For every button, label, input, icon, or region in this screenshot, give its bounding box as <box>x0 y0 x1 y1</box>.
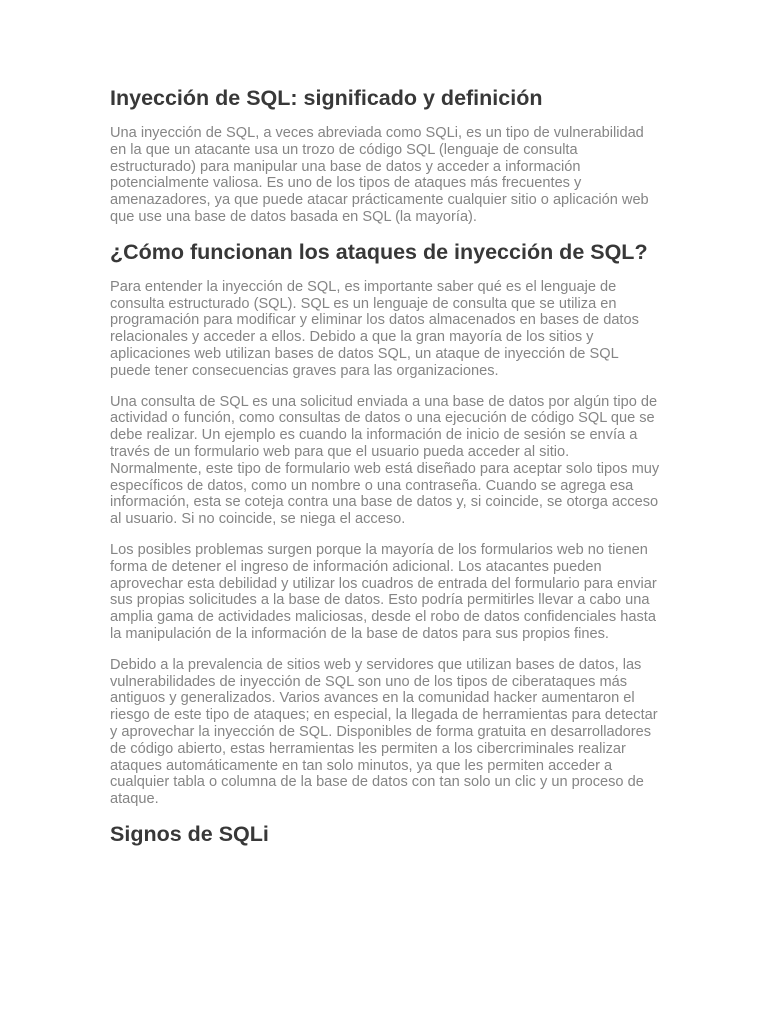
section-heading-signs: Signos de SQLi <box>110 821 269 846</box>
section-heading-how: ¿Cómo funcionan los ataques de inyección de SQL? <box>110 239 648 264</box>
section-paragraph: Debido a la prevalencia de sitios web y servidores que utilizan bases de datos, las vulnerabilidades de inyección de SQL son uno de los tipos de ciberataques más antiguos y generalizados. Varios avances en la comunidad hacker aumentaron el riesgo de este tipo de ataques; en especial, la llegada de herramientas para detectar y aprovechar la inyección de SQL. Disponibles de forma gratuita en desarrolladores de código abierto, estas herramientas les permiten a los cibercriminales realizar ataques automáticamente en tan solo minutos, ya que les permiten acceder a cualquier tabla o columna de la base de datos con tan solo un clic y un proceso de ataque. <box>110 656 658 808</box>
document-page <box>110 84 660 847</box>
section-paragraph: Una consulta de SQL es una solicitud enviada a una base de datos por algún tipo de actividad o función, como consultas de datos o una ejecución de código SQL que se debe realizar. Un ejemplo es cuando la información de inicio de sesión se envía a través de un formulario web para que el usuario pueda acceder al sitio. Normalmente, este tipo de formulario web está diseñado para aceptar solo tipos muy específicos de datos, como un nombre o una contraseña. Cuando se agrega esa información, esta se coteja contra una base de datos y, si coincide, se otorga acceso al usuario. Si no coincide, se niega el acceso. <box>110 393 660 528</box>
page-title: Inyección de SQL: significado y definición <box>110 86 543 110</box>
section-paragraph: Los posibles problemas surgen porque la mayoría de los formularios web no tienen forma de detener el ingreso de información adicional. Los atacantes pueden aprovechar esta debilidad y utilizar los cuadros de entrada del formulario para enviar sus propias solicitudes a la base de datos. Esto podría permitirles llevar a cabo una amplia gama de actividades maliciosas, desde el robo de datos confidenciales hasta la manipulación de la información de la base de datos para sus propios fines. <box>110 541 657 642</box>
section-paragraph: Para entender la inyección de SQL, es importante saber qué es el lenguaje de consulta estructurado (SQL). SQL es un lenguaje de consulta que se utiliza en programación para modificar y eliminar los datos almacenados en bases de datos relacionales y acceder a ellos. Debido a que la gran mayoría de los sitios y aplicaciones web utilizan bases de datos SQL, un ataque de inyección de SQL puede tener consecuencias graves para las organizaciones. <box>110 278 639 379</box>
intro-paragraph: Una inyección de SQL, a veces abreviada como SQLi, es un tipo de vulnerabilidad en la que un atacante usa un trozo de código SQL (lenguaje de consulta estructurado) para manipular una base de datos y acceder a información potencialmente valiosa. Es uno de los tipos de ataques más frecuentes y amenazadores, ya que puede atacar prácticamente cualquier sitio o aplicación web que use una base de datos basada en SQL (la mayoría). <box>110 125 649 225</box>
